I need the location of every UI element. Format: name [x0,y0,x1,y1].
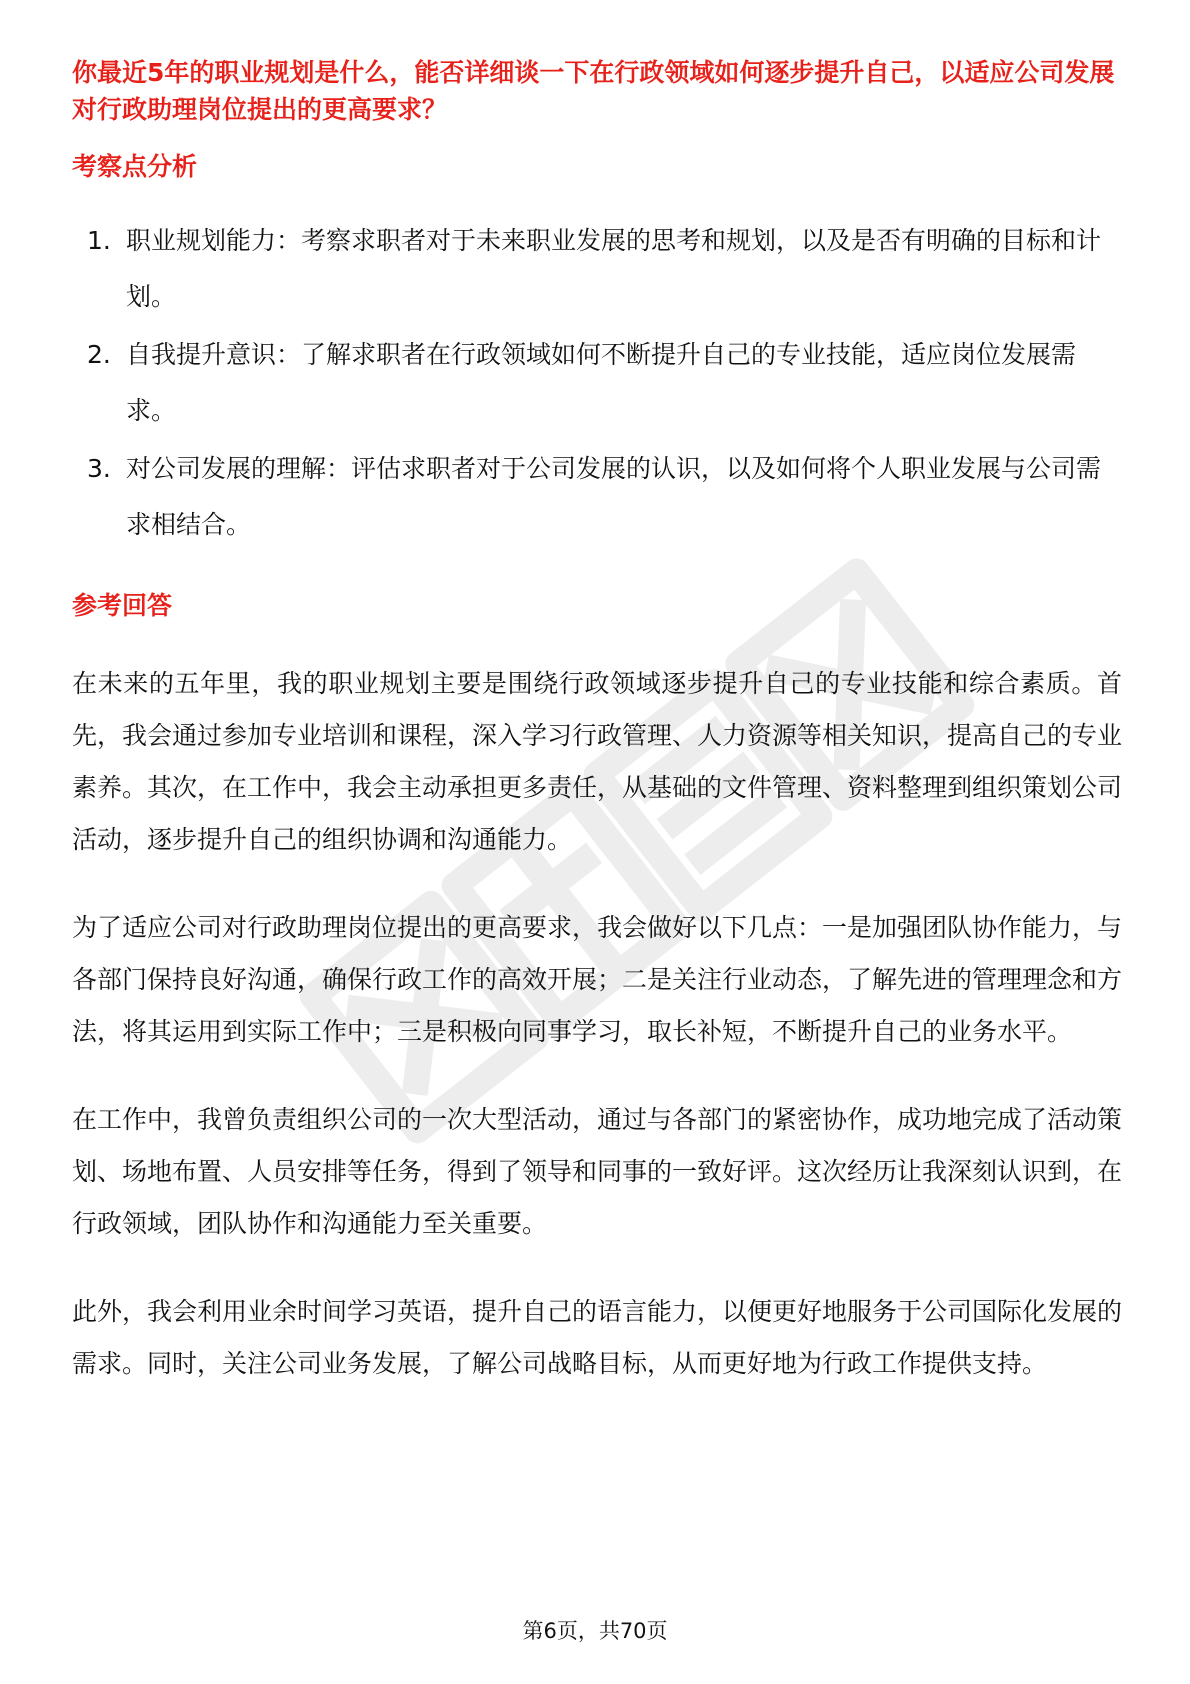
point-number: 1. [87,226,111,255]
answer-paragraph: 此外，我会利用业余时间学习英语，提升自己的语言能力，以便更好地服务于公司国际化发展的需求。同时，关注公司业务发展，了解公司战略目标，从而更好地为行政工作提供支持。 [72,1297,1123,1378]
answer-heading: 参考回答 [72,591,173,620]
point-text: 对公司发展的理解：评估求职者对于公司发展的认识，以及如何将个人职业发展与公司需求相结合。 [126,454,1102,539]
analysis-point [72,327,1122,439]
analysis-point [72,213,1122,325]
analysis-heading: 考察点分析 [72,152,198,181]
answer-paragraph: 为了适应公司对行政助理岗位提出的更高要求，我会做好以下几点：一是加强团队协作能力，与各部门保持良好沟通，确保行政工作的高效开展；二是关注行业动态，了解先进的管理理念和方法，将其运用到实际工作中；三是积极向同事学习，取长补短，不断提升自己的业务水平。 [72,913,1123,1046]
answer-paragraph: 在工作中，我曾负责组织公司的一次大型活动，通过与各部门的紧密协作，成功地完成了活动策划、场地布置、人员安排等任务，得到了领导和同事的一致好评。这次经历让我深刻认识到，在行政领域，团队协作和沟通能力至关重要。 [72,1105,1123,1238]
analysis-point [72,441,1122,553]
point-text: 自我提升意识：了解求职者在行政领域如何不断提升自己的专业技能，适应岗位发展需求。 [126,340,1077,425]
analysis-points-list [72,213,1122,553]
point-number: 2. [87,340,111,369]
point-text: 职业规划能力：考察求职者对于未来职业发展的思考和规划，以及是否有明确的目标和计划。 [126,226,1102,311]
main-content [72,54,1122,1390]
question-title: 你最近5年的职业规划是什么，能否详细谈一下在行政领域如何逐步提升自己，以适应公司发展对行政助理岗位提出的更高要求？ [72,58,1115,124]
answer-paragraph: 在未来的五年里，我的职业规划主要是围绕行政领域逐步提升自己的专业技能和综合素质。首先，我会通过参加专业培训和课程，深入学习行政管理、人力资源等相关知识，提高自己的专业素养。其次，在工作中，我会主动承担更多责任，从基础的文件管理、资料整理到组织策划公司活动，逐步提升自己的组织协调和沟通能力。 [72,669,1123,854]
page-indicator: 第6页，共70页 [522,1619,668,1643]
point-number: 3. [87,454,111,483]
